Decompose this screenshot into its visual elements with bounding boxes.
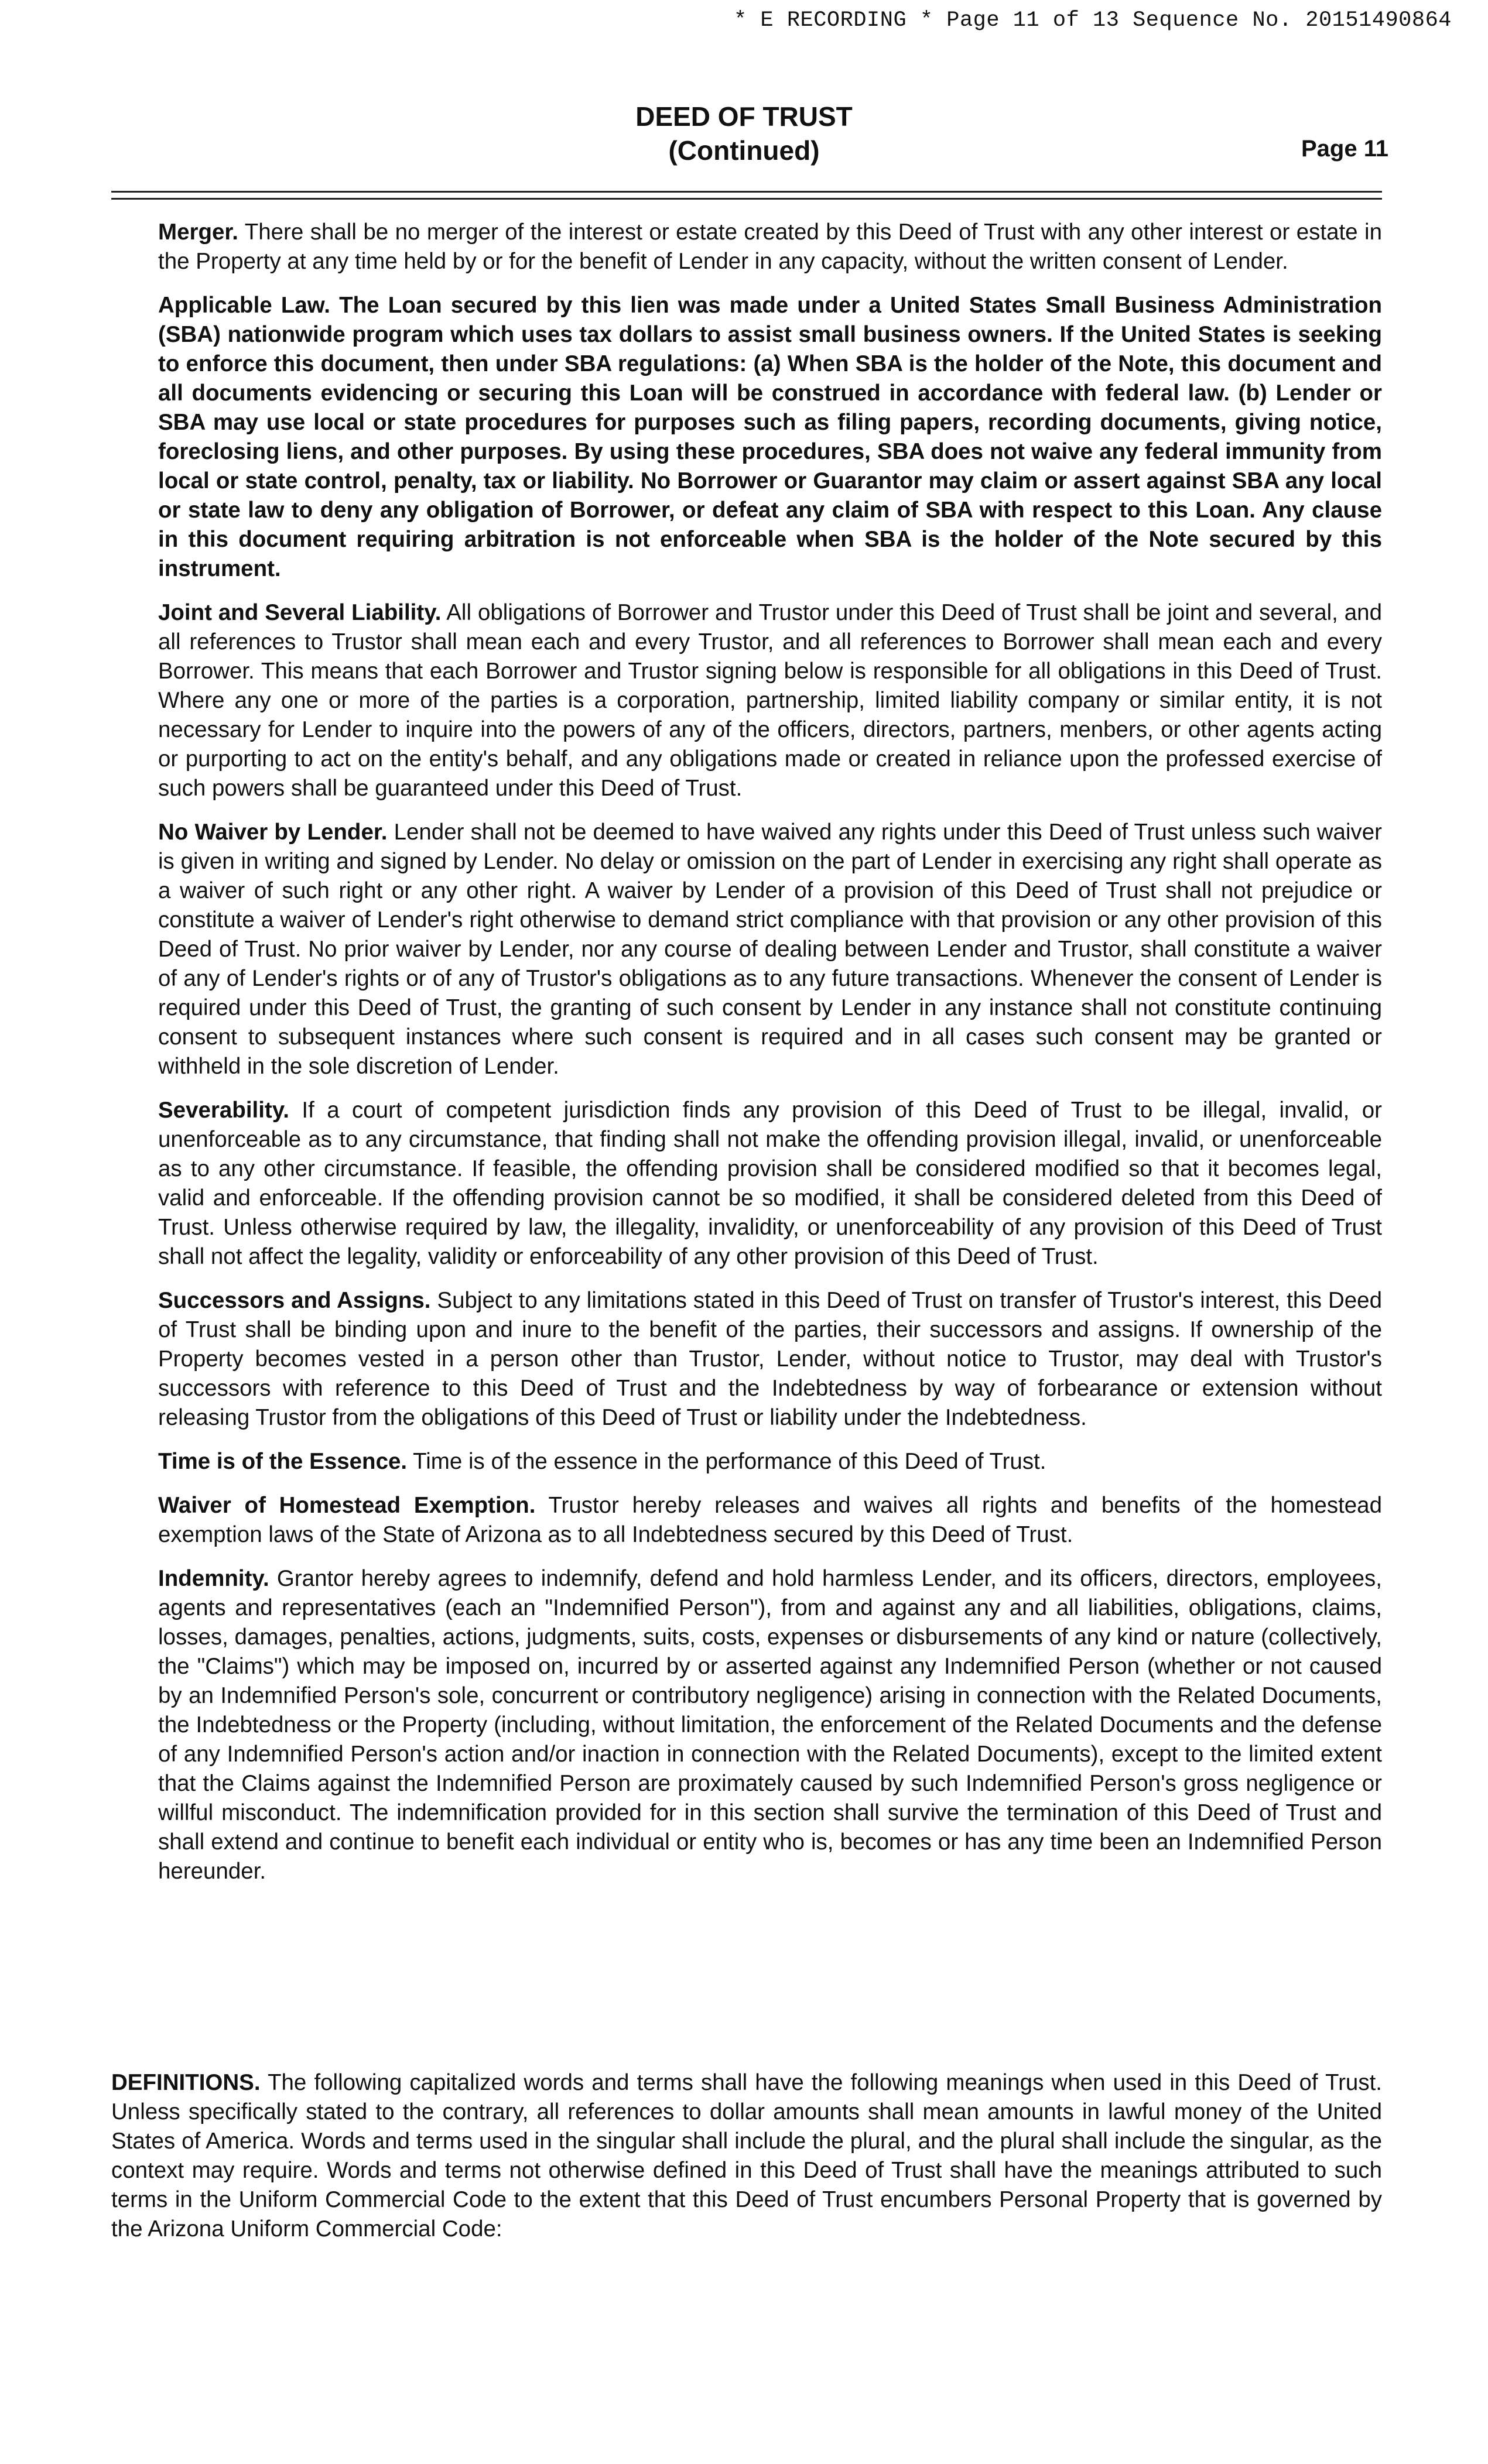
section-heading: Successors and Assigns.: [158, 1288, 431, 1313]
section-severability: [158, 1096, 1382, 1272]
section-joint-several-liability: [158, 598, 1382, 803]
section-time-of-essence: [158, 1447, 1382, 1476]
section-text: The Loan secured by this lien was made under a United States Small Business Administration (SBA) nationwide program which uses tax dollars to assist small business owners. If the United States is seeking to enforce this document, then under SBA regulations: (a) When SBA is the holder of the Note, this document and all documents evidencing or securing this Loan will be construed in accordance with federal law. (b) Lender or SBA may use local or state procedures for purposes such as filing papers, recording documents, giving notice, foreclosing liens, and other purposes. By using these procedures, SBA does not waive any federal immunity from local or state control, penalty, tax or liability. No Borrower or Guarantor may claim or assert against SBA any local or state law to deny any obligation of Borrower, or defeat any claim of SBA with respect to this Loan. Any clause in this document requiring arbitration is not enforceable when SBA is the holder of the Note secured by this instrument.: [158, 293, 1382, 581]
section-waiver-homestead: [158, 1491, 1382, 1550]
document-subtitle: (Continued): [668, 135, 820, 166]
section-text: Subject to any limitations stated in this Deed of Trust on transfer of Trustor's interest, this Deed of Trust shall be binding upon and inure to the benefit of the parties, their successors and assigns. If ownership of the Property becomes vested in a person other than Trustor, Lender, without notice to Trustor, may deal with Trustor's successors with reference to this Deed of Trust and the Indebtedness by way of forbearance or extension without releasing Trustor from the obligations of this Deed of Trust or liability under the Indebtedness.: [158, 1288, 1383, 1430]
definitions-text: The following capitalized words and terms shall have the following meanings when used in this Deed of Trust. Unless specifically stated to the contrary, all references to dollar amounts shall mean amounts in lawful money of the United States of America. Words and terms used in the singular shall include the plural, and the plural shall include the singular, as the context may require. Words and terms not otherwise defined in this Deed of Trust shall have the meanings attributed to such terms in the Uniform Commercial Code to the extent that this Deed of Trust encumbers Personal Property that is governed by the Arizona Uniform Commercial Code:: [111, 2070, 1382, 2242]
section-heading: Severability.: [158, 1098, 289, 1123]
section-text: Lender shall not be deemed to have waived any rights under this Deed of Trust unless such waiver is given in writing and signed by Lender. No delay or omission on the part of Lender in exercising any right shall operate as a waiver of such right or any other right. A waiver by Lender of a provision of this Deed of Trust shall not prejudice or constitute a waiver of Lender's right otherwise to demand strict compliance with that provision or any other provision of this Deed of Trust. No prior waiver by Lender, nor any course of dealing between Lender and Trustor, shall constitute a waiver of any of Lender's rights or of any of Trustor's obligations as to any future transactions. Whenever the consent of Lender is required under this Deed of Trust, the granting of such consent by Lender in any instance shall not constitute continuing consent to subsequent instances where such consent is required and in all cases such consent may be granted or withheld in the sole discretion of Lender.: [158, 820, 1382, 1079]
section-merger: [158, 218, 1382, 276]
page-number: Page 11: [1301, 136, 1388, 162]
section-heading: Waiver of Homestead Exemption.: [158, 1493, 536, 1518]
section-text: Time is of the essence in the performance of this Deed of Trust.: [413, 1449, 1046, 1474]
section-applicable-law: [158, 291, 1382, 584]
header-divider-bottom: [111, 198, 1382, 200]
section-text: Trustor hereby releases and waives all rights and benefits of the homestead exemption laws of the State of Arizona as to all Indebtedness secured by this Deed of Trust.: [158, 1493, 1382, 1547]
section-heading: Time is of the Essence.: [158, 1449, 408, 1474]
recording-stamp: * E RECORDING * Page 11 of 13 Sequence No. 20151490864: [734, 8, 1452, 33]
section-heading: Merger.: [158, 220, 238, 245]
section-text: Grantor hereby agrees to indemnify, defend and hold harmless Lender, and its officers, directors, employees, agents and representatives (each an "Indemnified Person"), from and against any and all liabilities, obligations, claims, losses, damages, penalties, actions, judgments, suits, costs, expenses or disbursements of any kind or nature (collectively, the "Claims") which may be imposed on, incurred by or asserted against any Indemnified Person (whether or not caused by an Indemnified Person's sole, concurrent or contributory negligence) arising in connection with the Related Documents, the Indebtedness or the Property (including, without limitation, the enforcement of the Related Documents and the defense of any Indemnified Person's action and/or inaction in connection with the Related Documents), except to the limited extent that the Claims against the Indemnified Person are proximately caused by such Indemnified Person's gross negligence or willful misconduct. The indemnification provided for in this section shall survive the termination of this Deed of Trust and shall extend and continue to benefit each individual or entity who is, becomes or has any time been an Indemnified Person hereunder.: [158, 1566, 1382, 1884]
section-indemnity: [158, 1564, 1382, 1886]
section-successors-assigns: [158, 1286, 1382, 1433]
section-heading: Applicable Law.: [158, 293, 330, 318]
document-title-block: [0, 100, 1488, 167]
section-text: There shall be no merger of the interest or estate created by this Deed of Trust with any other interest or estate in the Property at any time held by or for the benefit of Lender in any capacity, without the written consent of Lender.: [158, 220, 1382, 274]
section-heading: No Waiver by Lender.: [158, 820, 388, 845]
document-title: DEED OF TRUST: [635, 101, 853, 132]
section-heading: Joint and Several Liability.: [158, 600, 442, 625]
section-definitions: [111, 2068, 1382, 2244]
header-divider-top: [111, 191, 1382, 193]
document-body: [158, 218, 1382, 1901]
section-text: All obligations of Borrower and Trustor under this Deed of Trust shall be joint and several, and all references to Trustor shall mean each and every Trustor, and all references to Borrower shall mean each and every Borrower. This means that each Borrower and Trustor signing below is responsible for all obligations in this Deed of Trust. Where any one or more of the parties is a corporation, partnership, limited liability company or similar entity, it is not necessary for Lender to inquire into the powers of any of the officers, directors, partners, menbers, or other agents acting or purporting to act on the entity's behalf, and any obligations made or created in reliance upon the professed exercise of such powers shall be guaranteed under this Deed of Trust.: [158, 600, 1382, 801]
section-heading: Indemnity.: [158, 1566, 269, 1591]
section-no-waiver-by-lender: [158, 818, 1382, 1081]
section-text: If a court of competent jurisdiction finds any provision of this Deed of Trust to be illegal, invalid, or unenforceable as to any circumstance, that finding shall not make the offending provision illegal, invalid, or unenforceable as to any other circumstance. If feasible, the offending provision shall be considered modified so that it becomes legal, valid and enforceable. If the offending provision cannot be so modified, it shall be considered deleted from this Deed of Trust. Unless otherwise required by law, the illegality, invalidity, or unenforceability of any provision of this Deed of Trust shall not affect the legality, validity or enforceability of any other provision of this Deed of Trust.: [158, 1098, 1383, 1269]
definitions-heading: DEFINITIONS.: [111, 2070, 261, 2095]
